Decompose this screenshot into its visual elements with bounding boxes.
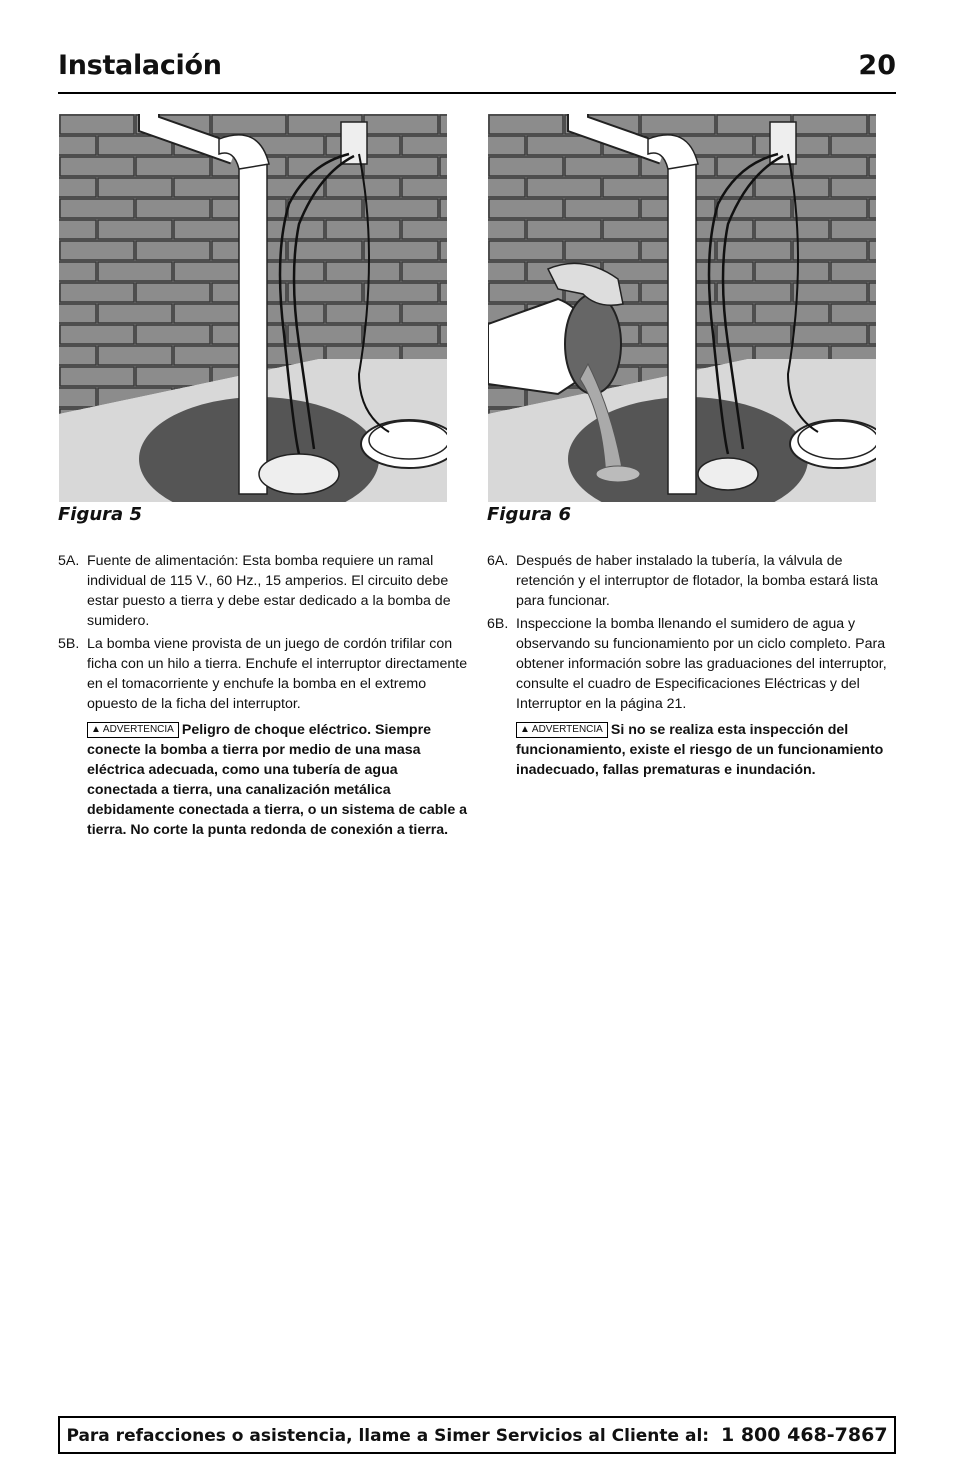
page-number: 20 <box>858 50 896 81</box>
list-item <box>58 634 468 714</box>
warning-text: Peligro de choque eléctrico. Siempre conecte la bomba a tierra por medio de una masa eléctrica adecuada, como una tubería de agua conectada a tierra, una canalización metálica debidamente conectada a tierra, o un sistema de cable a tierra. No corte la punta redonda de conexión a tierra. <box>87 722 468 838</box>
footer-text: Para refacciones o asistencia, llame a Simer Servicios al Cliente al: <box>66 1426 710 1446</box>
list-item <box>487 551 897 611</box>
warning-text: Si no se realiza esta inspección del funcionamiento, existe el riesgo de un funcionamiento inadecuado, fallas prematuras e inundación. <box>516 722 884 778</box>
footer-contact-box <box>58 1416 896 1454</box>
figure-5-illustration <box>59 114 447 502</box>
warning-badge-label: ADVERTENCIA <box>531 724 603 735</box>
item-text: Fuente de alimentación: Esta bomba requiere un ramal individual de 115 V., 60 Hz., 15 amperios. El circuito debe estar puesto a tierra y debe estar dedicado a la bomba de sumidero. <box>87 553 451 629</box>
warning-badge <box>87 722 179 738</box>
warning-block <box>87 720 468 840</box>
figure-6-illustration <box>488 114 876 502</box>
warning-badge-label: ADVERTENCIA <box>102 724 174 735</box>
item-text: Inspeccione la bomba llenando el sumidero de agua y observando su funcionamiento por un ciclo completo. Para obtener información sobre las graduaciones del interruptor, consulte el cuadro de Especificaciones Eléctricas y del Interruptor en la página 21. <box>516 616 887 712</box>
warning-block <box>516 720 897 780</box>
item-number: 6A. <box>487 553 509 569</box>
warning-triangle-icon: ▲ <box>520 724 530 735</box>
footer-phone: 1 800 468-7867 <box>721 1424 888 1446</box>
header-divider <box>58 92 896 94</box>
page-title: Instalación <box>58 50 222 81</box>
figure-6-caption: Figura 6 <box>487 504 571 525</box>
item-text: La bomba viene provista de un juego de cordón trifilar con ficha con un hilo a tierra. Enchufe el interruptor directamente en el tomacorriente y enchufe la bomba en el extremo opuesto de la ficha del interruptor. <box>87 636 468 712</box>
item-number: 6B. <box>487 616 509 632</box>
list-item <box>58 551 468 631</box>
item-text: Después de haber instalado la tubería, la válvula de retención y el interruptor de flotador, la bomba estará lista para funcionar. <box>516 553 878 609</box>
warning-badge <box>516 722 608 738</box>
list-item <box>487 614 897 714</box>
right-column <box>487 551 897 780</box>
figure-5-caption: Figura 5 <box>58 504 142 525</box>
item-number: 5B. <box>58 636 80 652</box>
item-number: 5A. <box>58 553 80 569</box>
warning-triangle-icon: ▲ <box>91 724 101 735</box>
left-column <box>58 551 468 840</box>
